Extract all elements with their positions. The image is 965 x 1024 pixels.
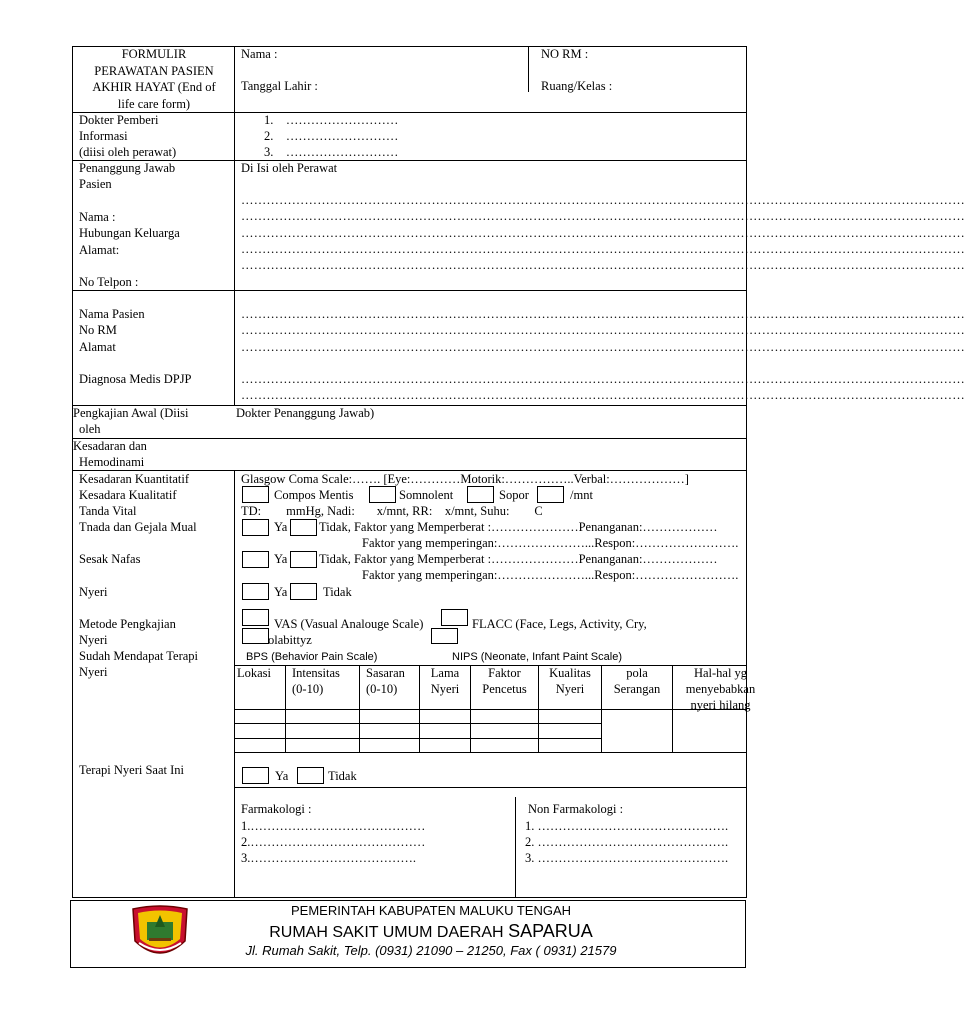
sesak-detail-line2[interactable]: Faktor yang memperingan:…………………...Respon:…………………….	[362, 568, 739, 582]
label-line: oleh	[79, 422, 101, 436]
ruang-kelas-label: Ruang/Kelas :	[541, 79, 613, 93]
kesadaran-kualitatif-label: Kesadara Kualitatif	[79, 488, 177, 502]
pj-field-line[interactable]: ………………………………………………………………………………………………………………………………………………………	[241, 209, 965, 223]
non-farmakologi-item[interactable]: 3. ……………………………………….	[525, 851, 729, 865]
compos-mentis-label: Compos Mentis	[274, 488, 354, 502]
non-farmakologi-item[interactable]: 1. ……………………………………….	[525, 819, 729, 833]
nama-label: Nama :	[241, 47, 278, 61]
mual-tidak-checkbox[interactable]	[290, 519, 317, 536]
label-line: Pengkajian Awal (Diisi	[73, 406, 189, 420]
col-hal-hal: Hal-hal yg menyebabkan nyeri hilang	[685, 666, 756, 712]
alamat-pasien-label: Alamat	[79, 340, 116, 354]
label-line: Kesadaran dan	[73, 439, 147, 453]
hospital-name: SAPARUA	[508, 921, 593, 941]
diagnosa-label: Diagnosa Medis DPJP	[79, 372, 192, 386]
hospital-letterhead	[70, 900, 746, 968]
label-line: Penanggung Jawab	[79, 161, 176, 175]
pj-instruction: Di Isi oleh Perawat	[241, 161, 338, 175]
tanggal-lahir-label: Tanggal Lahir :	[241, 79, 318, 93]
terapi-ya-label: Ya	[275, 769, 289, 783]
dokter-pemberi-label	[79, 112, 176, 160]
dokter-list	[264, 112, 398, 160]
nyeri-tidak-checkbox[interactable]	[290, 583, 317, 600]
pengkajian-label	[73, 405, 189, 437]
col-pola-serangan: pola Serangan	[613, 666, 661, 696]
label-line: (diisi oleh perawat)	[79, 145, 177, 159]
somnolent-checkbox[interactable]	[369, 486, 396, 503]
item-number: 3.	[264, 145, 274, 159]
terapi-nyeri-saat-ini-label: Terapi Nyeri Saat Ini	[79, 763, 184, 777]
pj-hubungan-label: Hubungan Keluarga	[79, 226, 180, 240]
no-rm-label: NO RM :	[541, 47, 589, 61]
rsud-line	[211, 921, 651, 943]
non-farmakologi-item[interactable]: 2. ……………………………………….	[525, 835, 729, 849]
nyeri-label: Nyeri	[79, 585, 108, 599]
pj-field-line[interactable]: ………………………………………………………………………………………………………………………………………………………	[241, 193, 965, 207]
tanda-vital-label: Tanda Vital	[79, 504, 137, 518]
mual-ya-label: Ya	[274, 520, 288, 534]
bps-label: BPS (Behavior Pain Scale)	[246, 651, 378, 663]
dokter-item	[264, 112, 398, 128]
vas-label: VAS (Vasual Analouge Scale)	[274, 617, 424, 631]
dokter-item	[264, 128, 398, 144]
terapi-tidak-label: Tidak	[328, 769, 357, 783]
pemerintah-line: PEMERINTAH KABUPATEN MALUKU TENGAH	[290, 903, 572, 918]
item-number: 1.	[264, 113, 274, 127]
form-title-line: AKHIR HAYAT (End of	[92, 80, 216, 94]
pj-field-line[interactable]: ………………………………………………………………………………………………………………………………………………………	[241, 226, 965, 240]
pj-no-telpon-label: No Telpon :	[79, 275, 139, 289]
kesadaran-kuantitatif-label: Kesadaran Kuantitatif	[79, 472, 190, 486]
item-number: 2.	[264, 129, 274, 143]
dokter-item	[264, 144, 398, 160]
pengkajian-value: Dokter Penanggung Jawab)	[236, 406, 375, 420]
sopor-checkbox[interactable]	[467, 486, 494, 503]
flacc-checkbox[interactable]	[441, 609, 468, 626]
mual-detail-line1[interactable]: Tidak, Faktor yang Memperberat :…………………Penanganan:………………	[319, 520, 718, 534]
nips-checkbox[interactable]	[431, 628, 458, 644]
terapi-ya-checkbox[interactable]	[242, 767, 269, 784]
nama-pasien-label: Nama Pasien	[79, 307, 145, 321]
vital-signs-field[interactable]: TD: mmHg, Nadi: x/mnt, RR: x/mnt, Suhu: C	[241, 504, 543, 518]
mual-ya-checkbox[interactable]	[242, 519, 269, 536]
mual-label: Tnada dan Gejala Mual	[79, 520, 197, 534]
sesak-nafas-label: Sesak Nafas	[79, 552, 141, 566]
sesak-detail-line1[interactable]: Tidak, Faktor yang Memperberat :…………………Penanganan:………………	[319, 552, 718, 566]
farmakologi-item[interactable]: 2.……………………………………	[241, 835, 426, 849]
rsud-prefix: RUMAH SAKIT UMUM DAERAH	[269, 924, 509, 941]
form-title-line: FORMULIR	[121, 47, 187, 61]
pj-nama-label: Nama :	[79, 210, 116, 224]
pasien-field-line[interactable]: ………………………………………………………………………………………………………………………………………………………	[241, 307, 965, 321]
farmakologi-item[interactable]: 1.……………………………………	[241, 819, 426, 833]
form-title-line: PERAWATAN PASIEN	[94, 63, 214, 78]
nyeri-ya-label: Ya	[274, 585, 288, 599]
sesak-ya-label: Ya	[274, 552, 288, 566]
farmakologi-item[interactable]: 3.………………………………….	[241, 851, 416, 865]
farmakologi-label: Farmakologi :	[241, 802, 312, 816]
dokter-name-field[interactable]: ………………………	[285, 145, 399, 159]
sudah-terapi-label: Sudah Mendapat Terapi	[79, 649, 199, 663]
mnt-label: /mnt	[570, 488, 593, 502]
sopor-label: Sopor	[499, 488, 529, 502]
terapi-tidak-checkbox[interactable]	[297, 767, 324, 784]
diagnosa-field-line[interactable]: ………………………………………………………………………………………………………………………………………………………	[241, 372, 965, 386]
form-title	[74, 46, 234, 112]
somnolent-label: Somnolent	[399, 488, 454, 502]
kesadaran-section-label	[73, 438, 147, 470]
gcs-field[interactable]: Glasgow Coma Scale:……. [Eye:…………Motorik:……………..Verbal:………………]	[241, 472, 689, 486]
metode-pengkajian-label: Metode Pengkajian	[79, 617, 176, 631]
flacc-label: FLACC (Face, Legs, Activity, Cry,	[472, 617, 647, 631]
nips-label: NIPS (Neonate, Infant Paint Scale)	[452, 651, 622, 663]
pj-field-line[interactable]: ………………………………………………………………………………………………………………………………………………………	[241, 258, 965, 272]
form-title-line: life care form)	[117, 96, 191, 111]
non-farmakologi-label: Non Farmakologi :	[528, 802, 624, 816]
sesak-tidak-checkbox[interactable]	[290, 551, 317, 568]
penanggung-jawab-label	[79, 160, 175, 192]
metode-nyeri-label: Nyeri	[79, 633, 108, 647]
pasien-field-line[interactable]: ………………………………………………………………………………………………………………………………………………………	[241, 323, 965, 337]
label-line: Informasi	[79, 129, 128, 143]
label-line: Pasien	[79, 177, 112, 191]
diagnosa-field-line[interactable]: ………………………………………………………………………………………………………………………………………………………	[241, 388, 965, 402]
mnt-checkbox[interactable]	[537, 486, 564, 503]
label-line: Hemodinami	[79, 455, 145, 469]
compos-mentis-checkbox[interactable]	[242, 486, 269, 503]
address-line: Jl. Rumah Sakit, Telp. (0931) 21090 – 21250, Fax ( 0931) 21579	[245, 943, 617, 958]
olabittyz-label: olabittyz	[268, 633, 312, 647]
no-rm-pasien-label: No RM	[79, 323, 117, 337]
col-lokasi: Lokasi	[237, 666, 272, 680]
col-faktor-pencetus: Faktor Pencetus	[482, 666, 527, 696]
pj-alamat-label: Alamat:	[79, 243, 120, 257]
vas-checkbox[interactable]	[242, 609, 269, 626]
label-line: Dokter Pemberi	[79, 113, 159, 127]
mual-detail-line2[interactable]: Faktor yang memperingan:…………………...Respon:…………………….	[362, 536, 739, 550]
nyeri-ya-checkbox[interactable]	[242, 583, 269, 600]
col-lama-nyeri: Lama Nyeri	[430, 666, 460, 696]
pasien-field-line[interactable]: ………………………………………………………………………………………………………………………………………………………	[241, 340, 965, 354]
pj-field-line[interactable]: ………………………………………………………………………………………………………………………………………………………	[241, 242, 965, 256]
terapi-nyeri-label: Nyeri	[79, 665, 108, 679]
bps-checkbox[interactable]	[242, 628, 269, 644]
col-intensitas: Intensitas (0-10)	[292, 666, 340, 696]
col-kualitas-nyeri: Kualitas Nyeri	[549, 666, 591, 696]
col-sasaran: Sasaran (0-10)	[366, 666, 405, 696]
hospital-logo-icon	[129, 903, 191, 963]
sesak-ya-checkbox[interactable]	[242, 551, 269, 568]
dokter-name-field[interactable]: ………………………	[285, 113, 399, 127]
nyeri-tidak-label: Tidak	[323, 585, 352, 599]
dokter-name-field[interactable]: ………………………	[285, 129, 399, 143]
